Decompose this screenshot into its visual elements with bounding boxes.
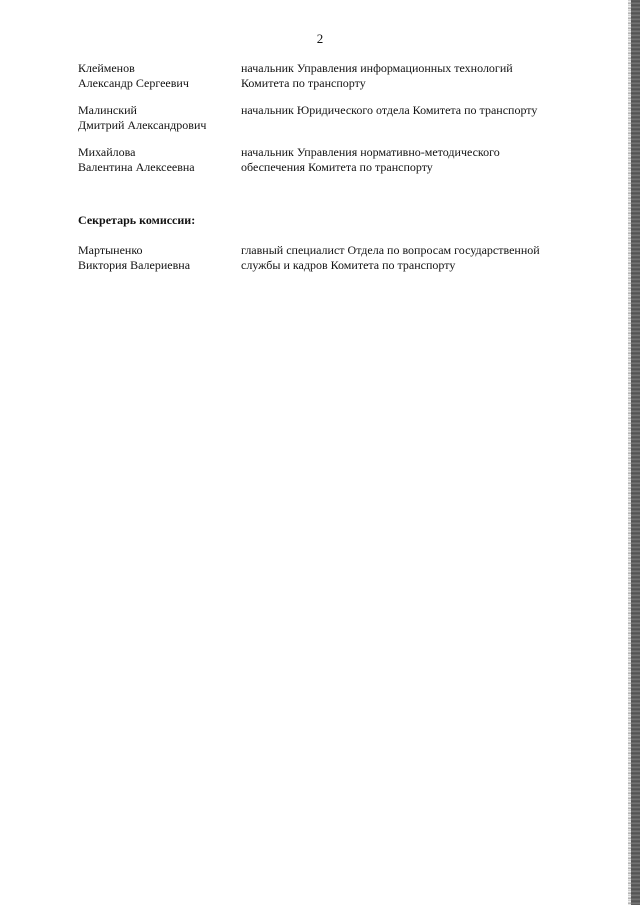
- secretary-heading: Секретарь комиссии:: [78, 213, 196, 227]
- member-position: [241, 61, 576, 91]
- member-name: [78, 145, 238, 175]
- member-position: [241, 145, 576, 175]
- secretary-name: [78, 243, 238, 273]
- scan-edge: [631, 0, 640, 905]
- member-position-line: обеспечения Комитета по транспорту: [241, 160, 433, 174]
- member-position-line: начальник Управления нормативно-методического: [241, 145, 500, 159]
- member-given-names: Дмитрий Александрович: [78, 118, 207, 132]
- member-given-names: Валентина Алексеевна: [78, 160, 195, 174]
- secretary-given-names: Виктория Валериевна: [78, 258, 191, 272]
- member-surname: Клейменов: [78, 61, 135, 75]
- page-number: 2: [316, 31, 324, 46]
- member-position-line: начальник Управления информационных технологий: [241, 61, 513, 75]
- secretary-position-line: службы и кадров Комитета по транспорту: [241, 258, 456, 272]
- secretary-surname: Мартыненко: [78, 243, 143, 257]
- member-surname: Малинский: [78, 103, 137, 117]
- member-position-line: начальник Юридического отдела Комитета по транспорту: [241, 103, 538, 117]
- member-name: [78, 61, 238, 91]
- member-position: [241, 103, 576, 118]
- member-given-names: Александр Сергеевич: [78, 76, 189, 90]
- member-position-line: Комитета по транспорту: [241, 76, 366, 90]
- member-name: [78, 103, 238, 133]
- member-surname: Михайлова: [78, 145, 136, 159]
- secretary-position-line: главный специалист Отдела по вопросам государственной: [241, 243, 540, 257]
- secretary-position: [241, 243, 576, 273]
